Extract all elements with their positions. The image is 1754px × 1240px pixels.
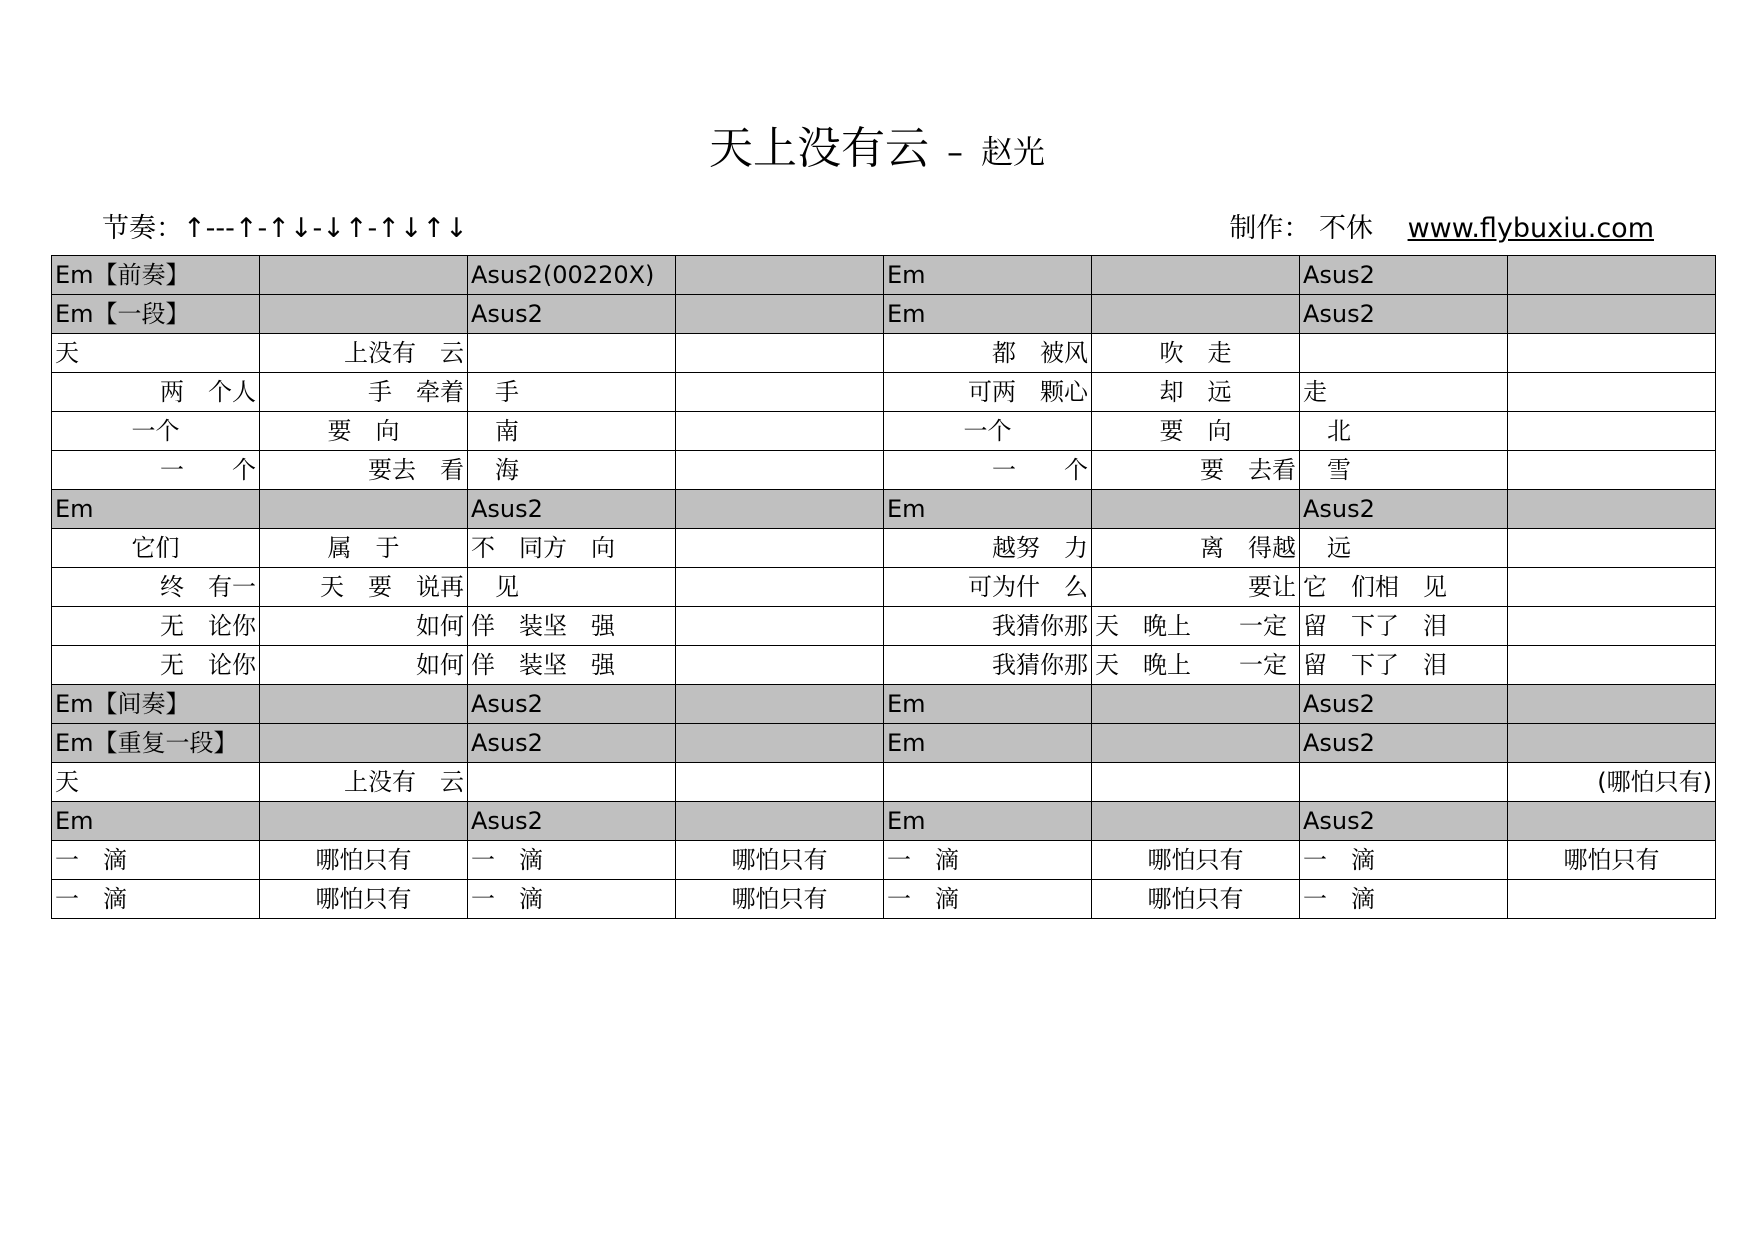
table-body (52, 256, 1716, 919)
lyric-cell (1508, 529, 1716, 568)
lyric-cell (468, 334, 676, 373)
chord-cell: Asus2 (1300, 724, 1508, 763)
lyric-cell: 一 滴 (468, 841, 676, 880)
chord-cell: Em (884, 256, 1092, 295)
chord-cell (676, 256, 884, 295)
rhythm-pattern: ↑---↑-↑↓-↓↑-↑↓↑↓ (183, 213, 468, 244)
lyric-cell: 哪怕只有 (260, 880, 468, 919)
chord-cell (1508, 802, 1716, 841)
chord-cell: Asus2 (1300, 802, 1508, 841)
lyric-cell: 要 向 (260, 412, 468, 451)
chord-cell: Asus2 (468, 685, 676, 724)
chord-row (52, 295, 1716, 334)
chord-cell (1092, 685, 1300, 724)
lyric-row (52, 412, 1716, 451)
chord-row (52, 802, 1716, 841)
lyric-cell (1508, 334, 1716, 373)
lyric-cell: 手 (468, 373, 676, 412)
lyric-cell: 要让 (1092, 568, 1300, 607)
lyric-cell: 一 个 (52, 451, 260, 490)
chord-cell (1508, 724, 1716, 763)
chord-cell: Em (884, 802, 1092, 841)
lyric-cell: 天 晚上 一定 (1092, 607, 1300, 646)
lyric-cell: 哪怕只有 (1508, 841, 1716, 880)
lyric-cell (1508, 646, 1716, 685)
lyric-cell (676, 451, 884, 490)
chord-cell (1092, 490, 1300, 529)
lyric-cell: 哪怕只有 (1092, 880, 1300, 919)
lyric-cell: 两 个人 (52, 373, 260, 412)
chord-cell: Asus2 (468, 490, 676, 529)
lyric-row (52, 763, 1716, 802)
lyric-cell: 它 们相 见 (1300, 568, 1508, 607)
chord-row (52, 490, 1716, 529)
lyric-cell (1508, 568, 1716, 607)
lyric-cell: 越努 力 (884, 529, 1092, 568)
chord-cell (260, 490, 468, 529)
lyric-cell: 天 要 说再 (260, 568, 468, 607)
lyric-cell: 一 滴 (52, 841, 260, 880)
lyric-cell (676, 529, 884, 568)
lyric-row (52, 646, 1716, 685)
lyric-cell (1508, 880, 1716, 919)
lyric-cell: 都 被风 (884, 334, 1092, 373)
lyric-cell (676, 334, 884, 373)
lyric-cell (1300, 763, 1508, 802)
lyric-cell: 哪怕只有 (676, 841, 884, 880)
lyric-row (52, 334, 1716, 373)
lyric-cell: (哪怕只有) (1508, 763, 1716, 802)
chord-cell (260, 295, 468, 334)
lyric-cell: 无 论你 (52, 607, 260, 646)
chord-cell: Asus2 (1300, 295, 1508, 334)
lyric-cell: 哪怕只有 (676, 880, 884, 919)
lyric-cell: 上没有 云 (260, 763, 468, 802)
lyric-cell: 如何 (260, 607, 468, 646)
chord-cell (260, 724, 468, 763)
website-link[interactable]: www.flybuxiu.com (1407, 213, 1654, 244)
lyric-cell (676, 568, 884, 607)
lyric-cell: 天 (52, 334, 260, 373)
lyric-cell (1508, 373, 1716, 412)
lyric-cell (676, 607, 884, 646)
lyric-row (52, 451, 1716, 490)
lyric-cell: 要去 看 (260, 451, 468, 490)
chord-cell (676, 802, 884, 841)
lyric-cell (676, 646, 884, 685)
lyric-cell: 要 向 (1092, 412, 1300, 451)
chord-cell (676, 724, 884, 763)
lyric-cell: 一 滴 (1300, 880, 1508, 919)
chord-cell: Em (884, 724, 1092, 763)
lyric-cell (1508, 451, 1716, 490)
chord-cell: Asus2 (468, 802, 676, 841)
lyric-cell: 我猜你那 (884, 646, 1092, 685)
lyric-cell: 远 (1300, 529, 1508, 568)
lyric-cell (1300, 334, 1508, 373)
lyric-cell (1092, 763, 1300, 802)
chord-cell: Asus2 (1300, 256, 1508, 295)
lyric-cell: 离 得越 (1092, 529, 1300, 568)
chord-row (52, 256, 1716, 295)
lyric-cell: 留 下了 泪 (1300, 646, 1508, 685)
chord-cell (260, 802, 468, 841)
lyric-cell: 可为什 么 (884, 568, 1092, 607)
chord-cell: Asus2 (1300, 490, 1508, 529)
chord-cell: Em (884, 685, 1092, 724)
chord-lyric-table (51, 255, 1716, 919)
lyric-cell: 属 于 (260, 529, 468, 568)
chord-row (52, 724, 1716, 763)
lyric-cell: 一 滴 (884, 841, 1092, 880)
chord-cell: Em【一段】 (52, 295, 260, 334)
lyric-cell: 一个 (52, 412, 260, 451)
lyric-cell: 哪怕只有 (260, 841, 468, 880)
lyric-cell (884, 763, 1092, 802)
chord-cell: Asus2 (468, 724, 676, 763)
lyric-cell (676, 763, 884, 802)
rhythm-label: 节奏： (102, 213, 183, 244)
maker-name: 不休 (1318, 213, 1373, 244)
lyric-cell: 它们 (52, 529, 260, 568)
lyric-cell (1508, 412, 1716, 451)
lyric-cell: 哪怕只有 (1092, 841, 1300, 880)
lyric-cell (468, 763, 676, 802)
lyric-cell: 走 (1300, 373, 1508, 412)
chord-cell (1092, 295, 1300, 334)
chord-cell (676, 490, 884, 529)
lyric-cell: 雪 (1300, 451, 1508, 490)
lyric-cell: 北 (1300, 412, 1508, 451)
lyric-row (52, 841, 1716, 880)
lyric-cell: 一 滴 (884, 880, 1092, 919)
chord-cell: Em【前奏】 (52, 256, 260, 295)
lyric-row (52, 880, 1716, 919)
chord-cell: Asus2 (468, 295, 676, 334)
chord-cell (676, 685, 884, 724)
chord-cell (1092, 724, 1300, 763)
rhythm-info (102, 206, 468, 245)
song-title: 天上没有云 (708, 123, 929, 174)
title-separator: – (946, 133, 963, 171)
lyric-cell: 无 论你 (52, 646, 260, 685)
lyric-cell: 要 去看 (1092, 451, 1300, 490)
lyric-cell: 海 (468, 451, 676, 490)
lyric-cell: 一 滴 (468, 880, 676, 919)
chord-cell (1508, 685, 1716, 724)
chord-row (52, 685, 1716, 724)
artist-name: 赵光 (980, 133, 1045, 171)
lyric-row (52, 529, 1716, 568)
lyric-cell: 佯 装坚 强 (468, 646, 676, 685)
chord-cell: Em (52, 490, 260, 529)
chord-cell (1092, 256, 1300, 295)
lyric-cell (676, 373, 884, 412)
lyric-cell: 一 滴 (52, 880, 260, 919)
chord-cell: Em【重复一段】 (52, 724, 260, 763)
chord-cell (676, 295, 884, 334)
chord-cell (1508, 295, 1716, 334)
chord-cell: Em【间奏】 (52, 685, 260, 724)
lyric-cell: 一 滴 (1300, 841, 1508, 880)
chord-cell: Asus2(00220X) (468, 256, 676, 295)
lyric-cell: 吹 走 (1092, 334, 1300, 373)
lyric-cell: 我猜你那 (884, 607, 1092, 646)
lyric-cell: 天 (52, 763, 260, 802)
lyric-cell: 手 牵着 (260, 373, 468, 412)
lyric-cell: 可两 颗心 (884, 373, 1092, 412)
lyric-cell: 一个 (884, 412, 1092, 451)
chord-cell: Em (52, 802, 260, 841)
chord-cell: Em (884, 490, 1092, 529)
maker-label: 制作： (1229, 213, 1311, 244)
chord-cell (260, 256, 468, 295)
song-title-block (0, 112, 1754, 176)
chord-cell (1092, 802, 1300, 841)
lyric-row (52, 568, 1716, 607)
lyric-row (52, 607, 1716, 646)
lyric-cell: 终 有一 (52, 568, 260, 607)
lyric-cell: 却 远 (1092, 373, 1300, 412)
lyric-cell: 不 同方 向 (468, 529, 676, 568)
chord-cell (1508, 490, 1716, 529)
lyric-cell (1508, 607, 1716, 646)
lyric-cell (676, 412, 884, 451)
lyric-cell: 一 个 (884, 451, 1092, 490)
chord-cell: Em (884, 295, 1092, 334)
lyric-cell: 如何 (260, 646, 468, 685)
maker-info (1229, 206, 1654, 245)
lyric-cell: 天 晚上 一定 (1092, 646, 1300, 685)
lyric-cell: 南 (468, 412, 676, 451)
lyric-cell: 上没有 云 (260, 334, 468, 373)
chord-cell (260, 685, 468, 724)
lyric-cell: 留 下了 泪 (1300, 607, 1508, 646)
chord-cell (1508, 256, 1716, 295)
chord-cell: Asus2 (1300, 685, 1508, 724)
lyric-row (52, 373, 1716, 412)
lyric-cell: 佯 装坚 强 (468, 607, 676, 646)
lyric-cell: 见 (468, 568, 676, 607)
